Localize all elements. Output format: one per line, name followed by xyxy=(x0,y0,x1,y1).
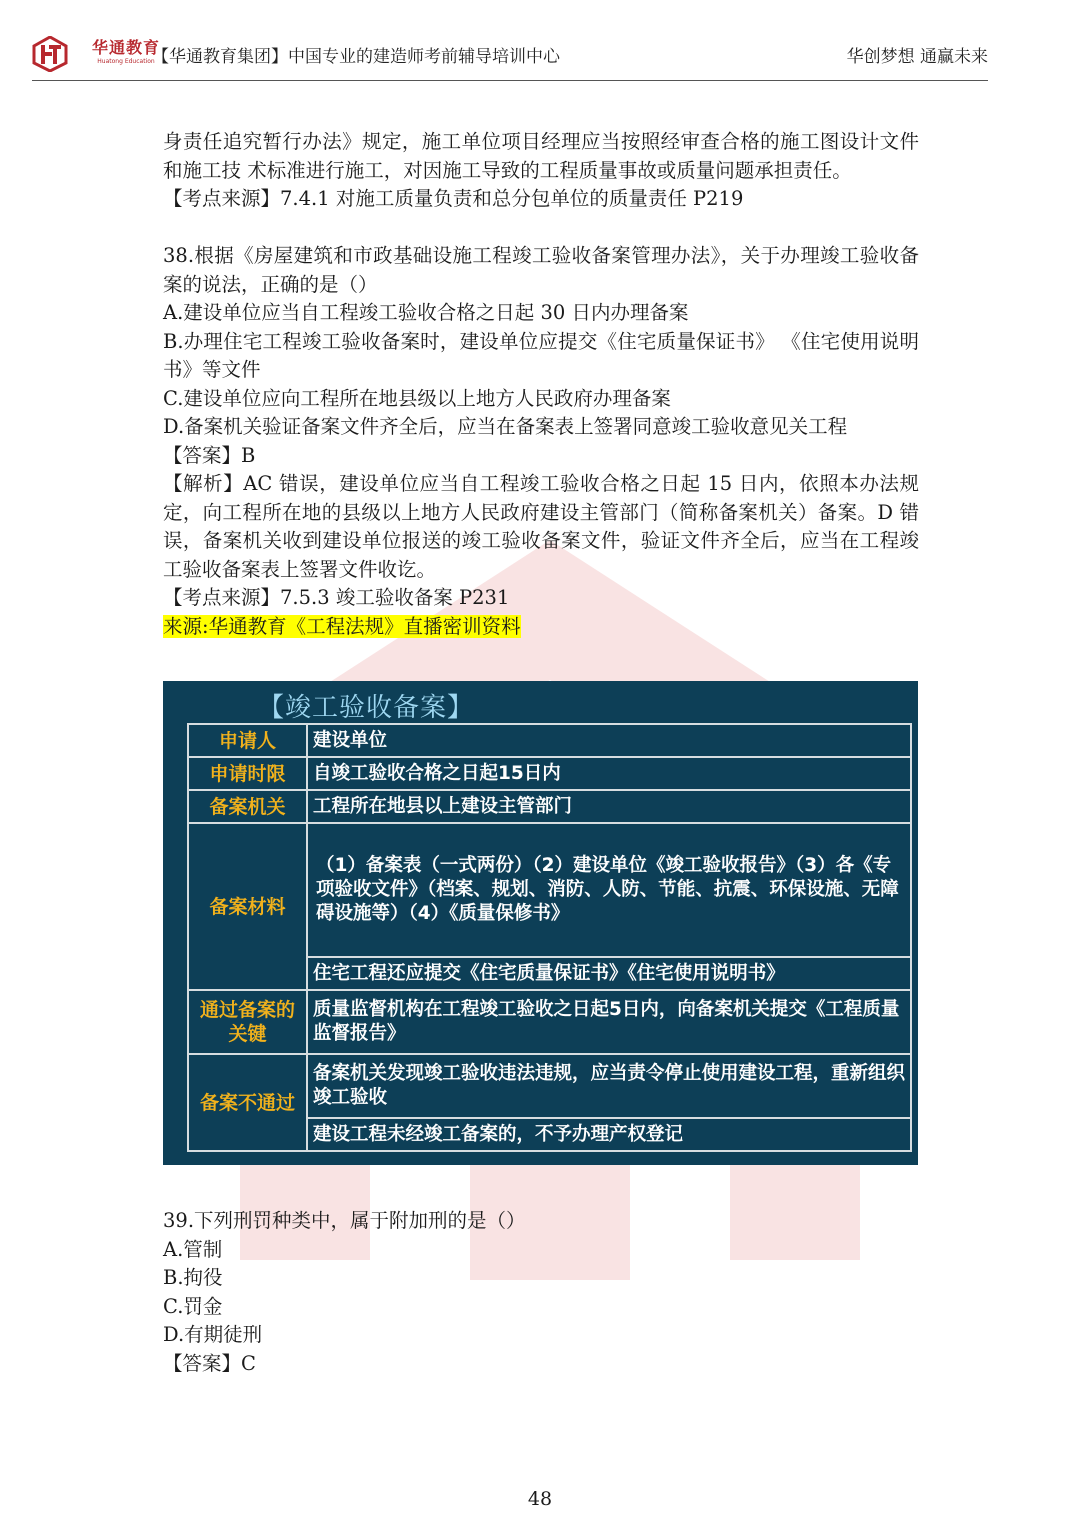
question-39-option-b: B.拘役 xyxy=(163,1266,223,1289)
row-value-fail-1: 备案机关发现竣工验收违法违规，应当责令停止使用建设工程，重新组织竣工验收 xyxy=(307,1054,911,1118)
huatong-logo-icon xyxy=(32,36,68,72)
question-38-option-c: C.建设单位应向工程所在地县级以上地方人民政府办理备案 xyxy=(163,386,671,410)
row-value-key: 质量监督机构在工程竣工验收之日起5日内，向备案机关提交《工程质量监督报告》 xyxy=(307,990,911,1054)
row-label-key: 通过备案的关键 xyxy=(188,990,307,1054)
question-38-analysis: 【解析】AC 错误，建设单位应当自工程竣工验收合格之日起 15 日内，依照本办法规定，向工程所在地的县级以上地方人民政府建设主管部门（简称备案机关）备案。D 错误，备案机关收到建设单位报送的竣工验收备案文件，验证文件齐全后，应当在工程竣工验收备案表上签署文件收讫。 xyxy=(163,472,919,581)
question-39-answer: 【答案】C xyxy=(163,1351,256,1375)
page-content xyxy=(163,128,919,641)
table-row xyxy=(188,724,911,757)
table-row xyxy=(188,1054,911,1118)
row-value-materials: （1）备案表（一式两份）（2）建设单位《竣工验收报告》（3）各《专项验收文件》（档案、规划、消防、人防、节能、抗震、环保设施、无障碍设施等）（4）《质量保修书》 xyxy=(307,823,911,957)
question-39-option-c: C.罚金 xyxy=(163,1294,223,1318)
table-row xyxy=(188,823,911,957)
row-label-deadline: 申请时限 xyxy=(188,757,307,790)
row-value-fail-2: 建设工程未经竣工备案的，不予办理产权登记 xyxy=(307,1118,911,1151)
header-divider xyxy=(32,80,988,81)
page-header xyxy=(32,32,1048,80)
table-row xyxy=(188,790,911,823)
question-38-source: 【考点来源】7.5.3 竣工验收备案 P231 xyxy=(163,586,510,609)
row-value-deadline: 自竣工验收合格之日起15日内 xyxy=(307,757,911,790)
highlighted-source-note: 来源:华通教育《工程法规》直播密训资料 xyxy=(163,614,521,638)
source-reference: 【考点来源】7.4.1 对施工质量负责和总分包单位的质量责任 P219 xyxy=(163,187,744,210)
header-slogan-left: 【华通教育集团】中国专业的建造师考前辅导培训中心 xyxy=(152,47,560,67)
question-39-option-a: A.管制 xyxy=(163,1237,223,1261)
paragraph-continuation: 身责任追究暂行办法》规定，施工单位项目经理应当按照经审查合格的施工图设计文件和施工技 术标准进行施工，对因施工导致的工程质量事故或质量问题承担责任。 xyxy=(163,130,919,182)
filing-table xyxy=(187,723,912,1152)
question-39-block xyxy=(163,1207,919,1378)
row-value-applicant: 建设单位 xyxy=(307,724,911,757)
table-row xyxy=(188,757,911,790)
row-label-applicant: 申请人 xyxy=(188,724,307,757)
question-38-answer: 【答案】B xyxy=(163,443,256,467)
question-38-option-b: B.办理住宅工程竣工验收备案时，建设单位应提交《住宅质量保证书》 《住宅使用说明书》等文件 xyxy=(163,329,919,381)
row-label-fail: 备案不通过 xyxy=(188,1054,307,1151)
page-number: 48 xyxy=(527,1488,553,1510)
brand-name-en: Huatong Education xyxy=(97,58,155,65)
completion-filing-figure xyxy=(163,681,918,1165)
question-39-option-d: D.有期徒刑 xyxy=(163,1323,263,1346)
row-value-materials-extra: 住宅工程还应提交《住宅质量保证书》《住宅使用说明书》 xyxy=(307,957,911,990)
row-label-materials: 备案材料 xyxy=(188,823,307,990)
question-38-stem: 38.根据《房屋建筑和市政基础设施工程竣工验收备案管理办法》，关于办理竣工验收备案的说法，正确的是（） xyxy=(163,244,919,296)
question-38-option-d: D.备案机关验证备案文件齐全后，应当在备案表上签署同意竣工验收意见关工程 xyxy=(163,415,848,438)
row-value-authority: 工程所在地县以上建设主管部门 xyxy=(307,790,911,823)
header-slogan-right: 华创梦想 通赢未来 xyxy=(846,47,988,67)
question-38-option-a: A.建设单位应当自工程竣工验收合格之日起 30 日内办理备案 xyxy=(163,301,689,324)
brand-name-cn: 华通教育 xyxy=(91,38,160,57)
table-row xyxy=(188,990,911,1054)
question-39-stem: 39.下列刑罚种类中，属于附加刑的是（） xyxy=(163,1209,526,1232)
figure-title: 【竣工验收备案】 xyxy=(258,693,475,723)
row-label-authority: 备案机关 xyxy=(188,790,307,823)
